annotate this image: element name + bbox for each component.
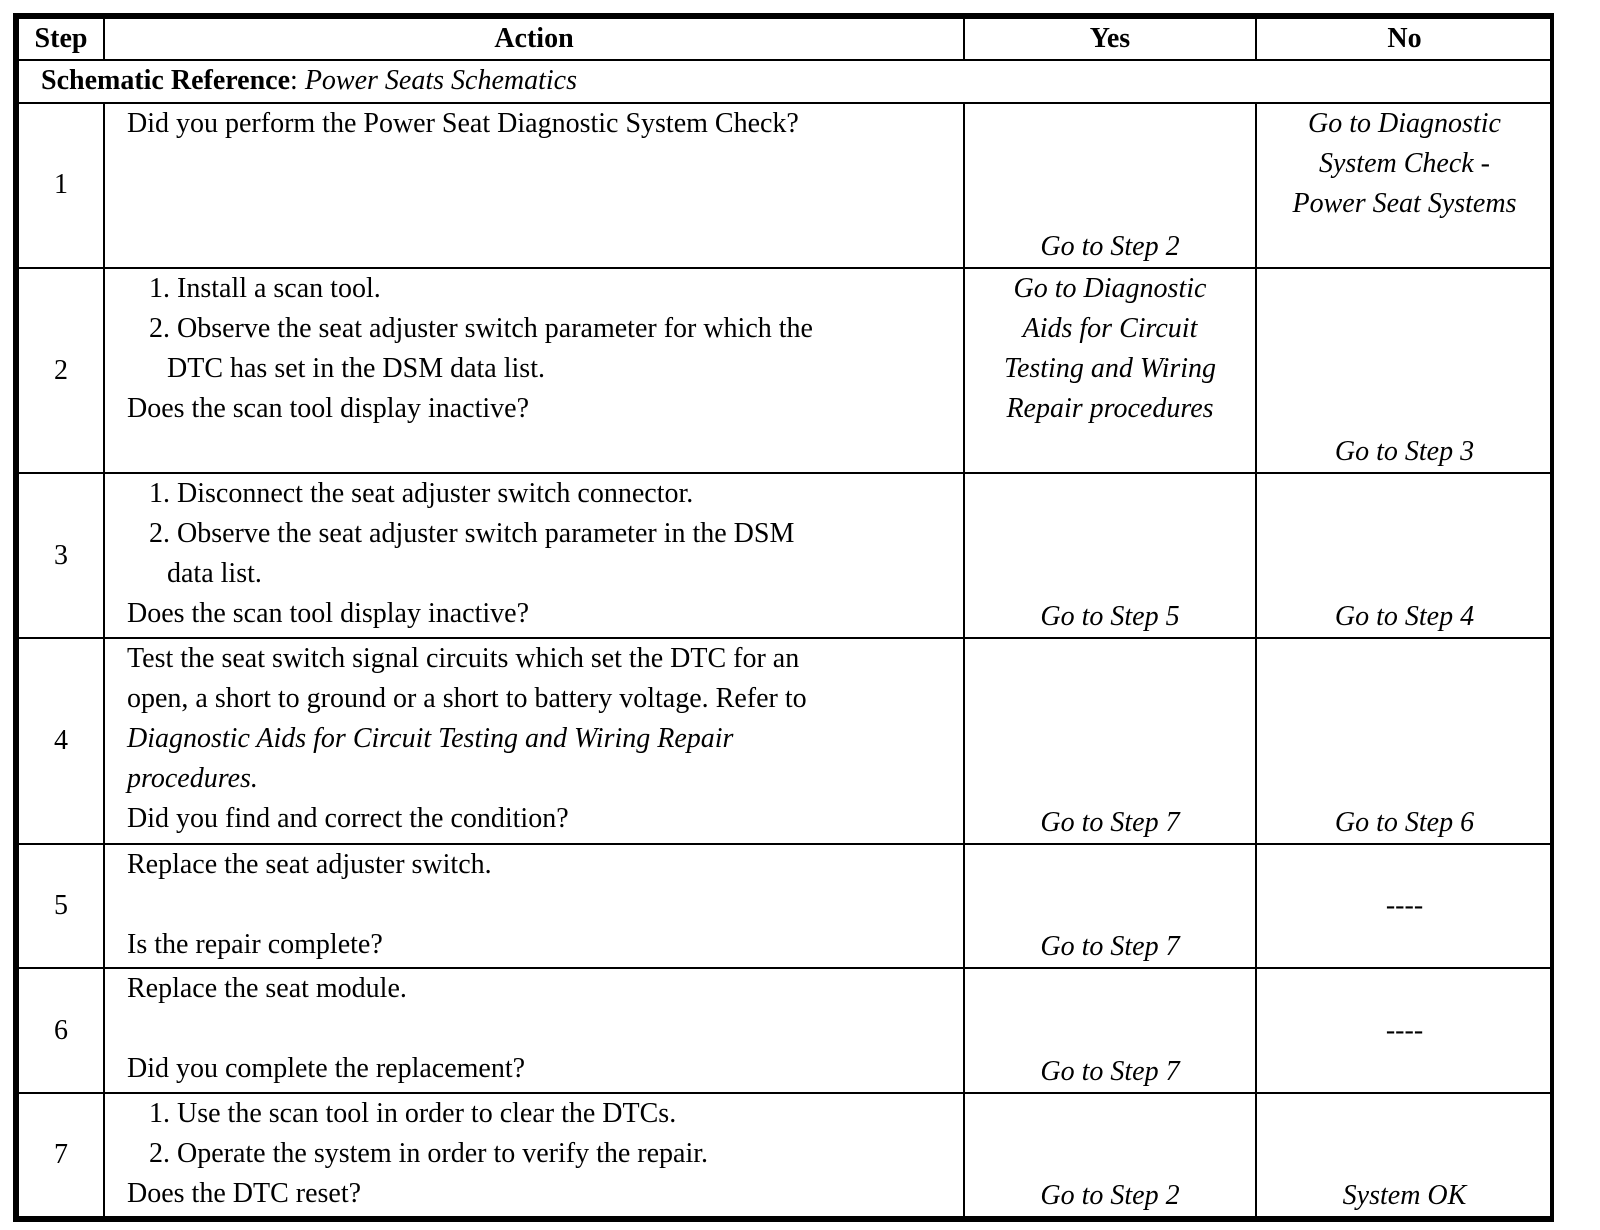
action-spacer (127, 1009, 953, 1049)
header-yes: Yes (964, 18, 1256, 60)
table-row (18, 103, 1553, 268)
action-reference-link[interactable]: Diagnostic Aids for Circuit Testing and Wiring Repair (127, 723, 734, 755)
yes-cell (964, 844, 1256, 968)
action-question: Does the DTC reset? (127, 1177, 362, 1209)
yes-cell (964, 638, 1256, 844)
no-link-line[interactable]: System Check - (1318, 147, 1491, 179)
yes-cell (964, 1093, 1256, 1217)
no-link-line[interactable]: Power Seat Systems (1292, 187, 1517, 219)
action-text: Replace the seat adjuster switch. (127, 849, 492, 881)
schematic-reference-row (18, 60, 1553, 103)
header-action: Action (104, 18, 964, 60)
action-text: Test the seat switch signal circuits which set the DTC for an (127, 643, 800, 675)
action-list-item-wrap (127, 349, 953, 389)
action-list-item: 1. Use the scan tool in order to clear the DTCs. (149, 1097, 677, 1129)
header-no: No (1256, 18, 1553, 60)
step-number: 2 (18, 268, 104, 474)
no-value: ---- (1385, 890, 1424, 922)
action-cell (104, 968, 964, 1092)
step-number: 1 (18, 103, 104, 268)
schematic-link[interactable]: Power Seats Schematics (304, 65, 577, 97)
action-list-item: 1. Install a scan tool. (149, 272, 381, 304)
action-cell (104, 844, 964, 968)
table-row (18, 1093, 1553, 1217)
action-reference-link[interactable]: procedures. (127, 763, 258, 795)
action-cell (104, 103, 964, 268)
action-list-item: 1. Disconnect the seat adjuster switch connector. (149, 478, 694, 510)
step-number: 6 (18, 968, 104, 1092)
no-result: System OK (1342, 1180, 1467, 1211)
yes-link-line[interactable]: Repair procedures (1006, 392, 1214, 424)
action-list-item: 2. Operate the system in order to verify the repair. (149, 1137, 709, 1169)
no-cell (1256, 473, 1553, 638)
action-list-item: 2. Observe the seat adjuster switch parameter in the DSM (149, 518, 795, 550)
schematic-label: Schematic Reference (41, 65, 291, 97)
no-link[interactable]: Go to Step 4 (1334, 601, 1475, 633)
step-number: 7 (18, 1093, 104, 1217)
action-question: Does the scan tool display inactive? (127, 392, 529, 424)
yes-cell (964, 268, 1256, 474)
no-cell (1256, 268, 1553, 474)
schematic-separator: : (290, 65, 305, 97)
action-cell (104, 268, 964, 474)
no-cell (1256, 844, 1553, 968)
table-row (18, 844, 1553, 968)
no-value: ---- (1385, 1014, 1424, 1046)
yes-link-line[interactable]: Go to Diagnostic (1013, 272, 1207, 304)
action-cell (104, 473, 964, 638)
yes-link[interactable]: Go to Step 7 (1040, 931, 1180, 963)
yes-link-line[interactable]: Testing and Wiring (1003, 352, 1217, 384)
no-link-line[interactable]: Go to Diagnostic (1308, 107, 1501, 139)
action-question: Does the scan tool display inactive? (127, 598, 529, 630)
action-text: open, a short to ground or a short to battery voltage. Refer to (127, 683, 807, 715)
step-number: 5 (18, 844, 104, 968)
action-text: Replace the seat module. (127, 973, 407, 1005)
action-list-item-continued: data list. (167, 558, 262, 590)
yes-cell (964, 103, 1256, 268)
action-list-item: 2. Observe the seat adjuster switch parameter for which the (149, 312, 813, 344)
yes-link[interactable]: Go to Step 7 (1040, 1055, 1180, 1087)
action-list-item-continued: DTC has set in the DSM data list. (167, 352, 545, 384)
schematic-reference (18, 60, 1553, 103)
yes-link[interactable]: Go to Step 7 (1040, 807, 1180, 839)
action-spacer (127, 885, 953, 925)
yes-cell (964, 968, 1256, 1092)
step-number: 4 (18, 638, 104, 844)
no-cell (1256, 638, 1553, 844)
diagnostic-table-frame (13, 13, 1554, 1222)
table-header-row (18, 18, 1553, 60)
yes-link[interactable]: Go to Step 2 (1040, 230, 1180, 262)
action-cell (104, 1093, 964, 1217)
yes-cell (964, 473, 1256, 638)
yes-link[interactable]: Go to Step 5 (1040, 601, 1180, 633)
step-number: 3 (18, 473, 104, 638)
table-row (18, 473, 1553, 638)
no-cell (1256, 103, 1553, 268)
diagnostic-table (17, 17, 1554, 1218)
table-row (18, 638, 1553, 844)
action-question: Did you find and correct the condition? (127, 803, 569, 835)
table-row (18, 968, 1553, 1092)
action-question: Did you complete the replacement? (127, 1053, 526, 1085)
action-list-item-wrap (127, 554, 953, 594)
yes-link[interactable]: Go to Step 2 (1040, 1180, 1180, 1211)
no-cell (1256, 1093, 1553, 1217)
no-link[interactable]: Go to Step 3 (1334, 436, 1475, 468)
yes-link-line[interactable]: Aids for Circuit (1022, 312, 1198, 344)
action-cell (104, 638, 964, 844)
action-question: Is the repair complete? (127, 929, 383, 961)
table-row (18, 268, 1553, 474)
no-link[interactable]: Go to Step 6 (1334, 807, 1475, 839)
no-cell (1256, 968, 1553, 1092)
header-step: Step (18, 18, 104, 60)
action-text: Did you perform the Power Seat Diagnostic System Check? (127, 107, 799, 139)
